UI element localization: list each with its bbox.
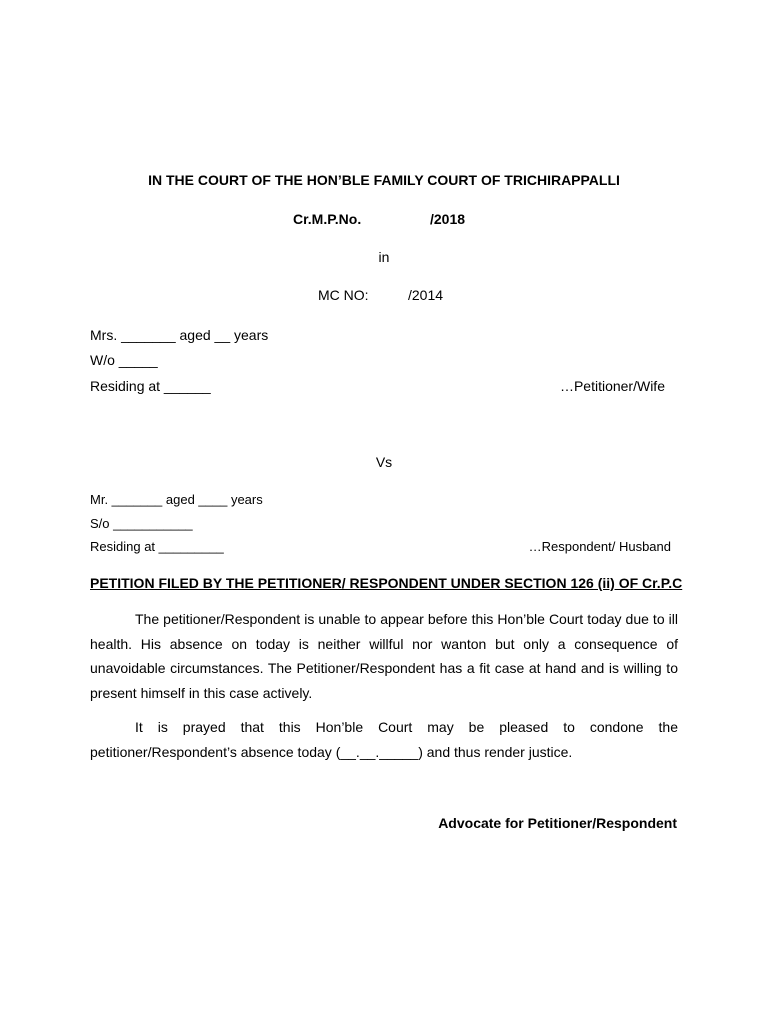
paragraph-2-text: It is prayed that this Hon’ble Court may be pleased to condone the petitioner/Respondent’s absence today (__.__._____) and thus render justice.: [90, 719, 678, 760]
petitioner-residence-line: Residing at ______: [90, 378, 211, 394]
signature-line: Advocate for Petitioner/Respondent: [438, 815, 677, 831]
respondent-name-line: Mr. _______ aged ____ years: [90, 492, 263, 507]
paragraph-1-text: The petitioner/Respondent is unable to appear before this Hon’ble Court today due to ill health. His absence on today is neither willful nor wanton but only a consequence of unavoidable circumstances. The Petitioner/Respondent has a fit case at hand and is willing to present himself in this case actively.: [90, 611, 678, 701]
petitioner-role: …Petitioner/Wife: [559, 378, 665, 394]
mc-label: MC NO:: [318, 287, 369, 303]
respondent-parent-line: S/o ___________: [90, 516, 193, 531]
petitioner-spouse-line: W/o _____: [90, 352, 158, 368]
respondent-role: …Respondent/ Husband: [528, 539, 671, 554]
paragraph-1: [90, 607, 678, 705]
versus: Vs: [375, 454, 393, 470]
crmp-year: /2018: [430, 211, 466, 227]
paragraph-2: [90, 715, 678, 764]
court-title: IN THE COURT OF THE HON’BLE FAMILY COURT OF TRICHIRAPPALLI: [148, 172, 620, 188]
petition-title: PETITION FILED BY THE PETITIONER/ RESPONDENT UNDER SECTION 126 (ii) OF Cr.P.C: [90, 575, 683, 591]
petitioner-name-line: Mrs. _______ aged __ years: [90, 327, 269, 343]
mc-year: /2014: [408, 287, 444, 303]
crmp-label: Cr.M.P.No.: [293, 211, 362, 227]
in-word: in: [378, 249, 390, 265]
respondent-residence-line: Residing at _________: [90, 539, 224, 554]
